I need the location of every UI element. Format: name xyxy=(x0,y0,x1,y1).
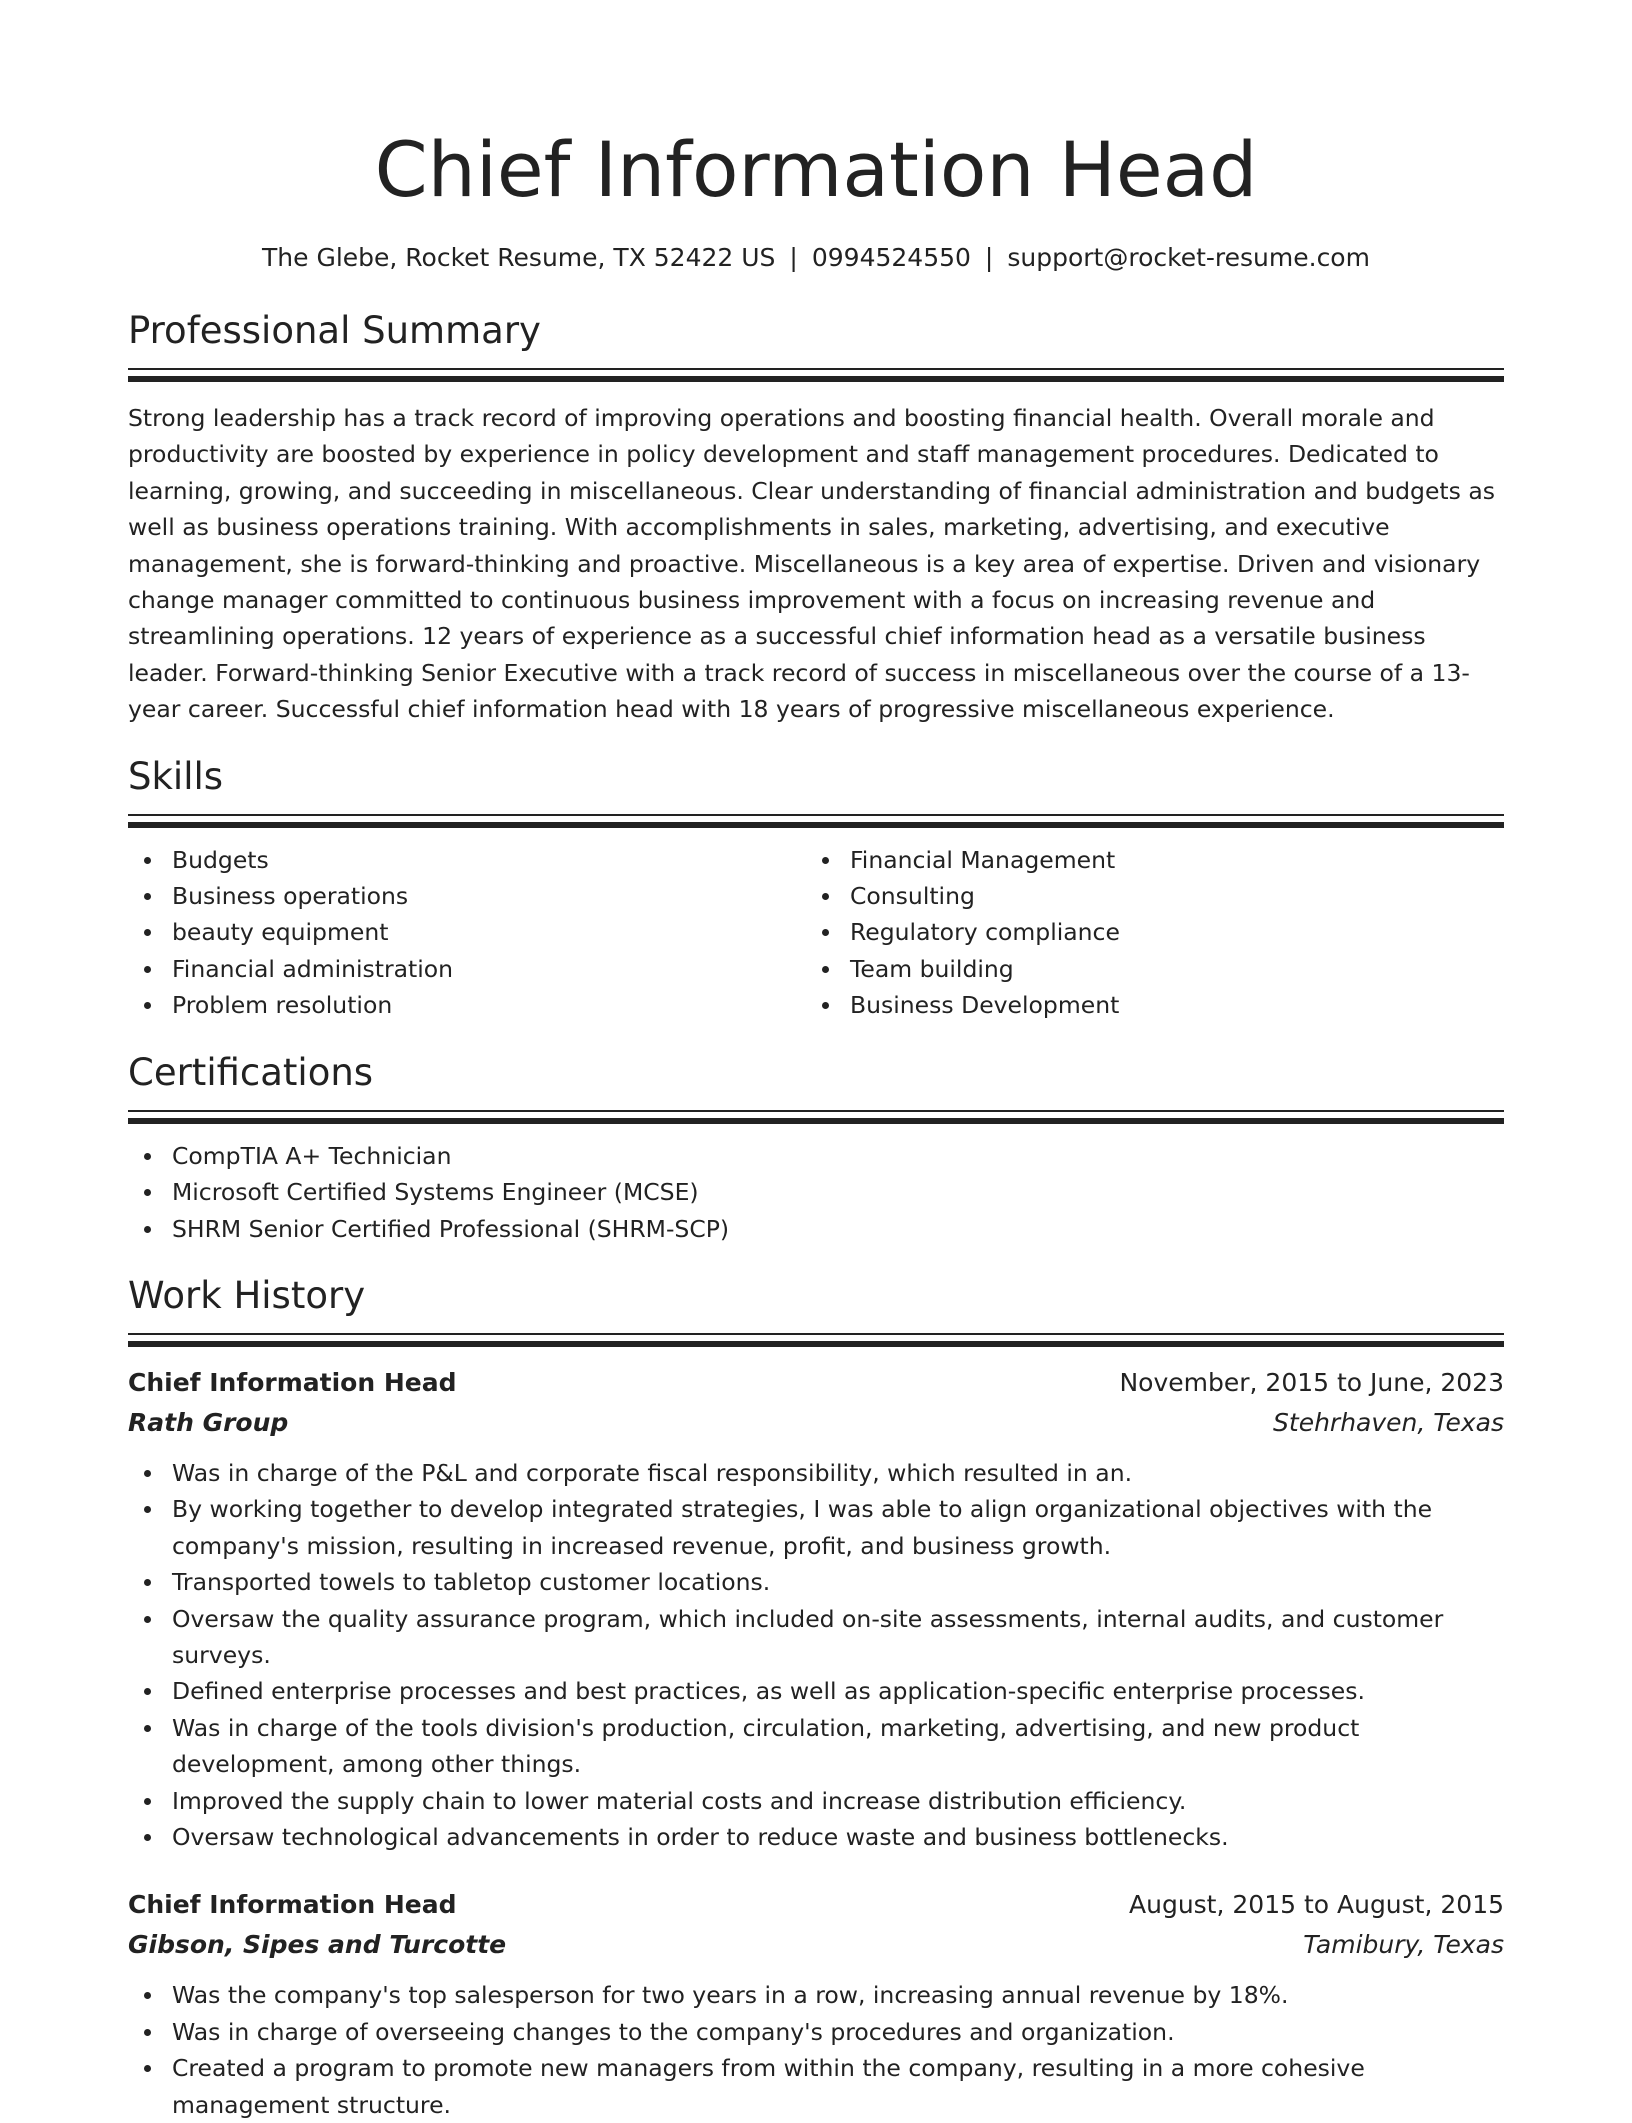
section-title-work-history: Work History xyxy=(128,1273,366,1317)
section-divider xyxy=(128,368,1504,370)
job-bullet: Created a program to promote new managers from within the company, resulting in a more cohesive management structure. xyxy=(128,2050,1504,2123)
candidate-name: Chief Information Head xyxy=(374,125,1258,214)
resume-page xyxy=(128,0,1504,2123)
section-title-certifications: Certifications xyxy=(128,1050,374,1094)
skill-item: Regulatory compliance xyxy=(806,914,1484,950)
certifications-list xyxy=(128,1138,1504,1247)
skill-item: Team building xyxy=(806,951,1484,987)
job-bullet: Was in charge of the tools division's production, circulation, marketing, advertising, and new product development, among other things. xyxy=(128,1710,1504,1783)
job-subheader xyxy=(128,1403,1504,1443)
contact-line xyxy=(128,240,1504,276)
job-bullet: Improved the supply chain to lower material costs and increase distribution efficiency. xyxy=(128,1783,1504,1819)
summary-text: Strong leadership has a track record of improving operations and boosting financial health. Overall morale and productivity are boosted by experience in policy development and staff management procedures. Dedicated to learning, growing, and succeeding in miscellaneous. Clear understanding of financial administration and budgets as well as business operations training. With accomplishments in sales, marketing, advertising, and executive management, she is forward-thinking and proactive. Miscellaneous is a key area of expertise. Driven and visionary change manager committed to continuous business improvement with a focus on increasing revenue and streamlining operations. 12 years of experience as a successful chief information head as a versatile business leader. Forward-thinking Senior Executive with a track record of success in miscellaneous over the course of a 13-year career. Successful chief information head with 18 years of progressive miscellaneous experience. xyxy=(128,404,1495,724)
skill-item: beauty equipment xyxy=(128,914,806,950)
job-bullet: Was in charge of overseeing changes to the company's procedures and organization. xyxy=(128,2014,1504,2050)
job-title: Chief Information Head xyxy=(128,1890,457,1920)
job-header xyxy=(128,1885,1504,1925)
skill-item: Business operations xyxy=(128,878,806,914)
job-location: Stehrhaven, Texas xyxy=(1273,1407,1504,1437)
contact-address: The Glebe, Rocket Resume, TX 52422 US xyxy=(262,243,776,272)
job-entry xyxy=(128,1885,1504,2123)
skill-item: Business Development xyxy=(806,987,1484,1023)
section-divider xyxy=(128,822,1504,828)
job-bullet: By working together to develop integrated strategies, I was able to align organizational objectives with the company's mission, resulting in increased revenue, profit, and business growth. xyxy=(128,1491,1504,1564)
section-divider xyxy=(128,1110,1504,1112)
job-bullet: Was the company's top salesperson for two years in a row, increasing annual revenue by 18%. xyxy=(128,1977,1504,2013)
skills-grid xyxy=(128,842,1504,1024)
job-dates: November, 2015 to June, 2023 xyxy=(1119,1367,1504,1397)
job-bullets xyxy=(128,1977,1504,2123)
certifications-section xyxy=(128,1048,1504,1247)
skill-item: Financial Management xyxy=(806,842,1484,878)
job-subheader xyxy=(128,1925,1504,1965)
section-title-summary: Professional Summary xyxy=(128,309,541,352)
skill-item: Consulting xyxy=(806,878,1484,914)
skill-item: Problem resolution xyxy=(128,987,806,1023)
job-bullet: Was in charge of the P&L and corporate fiscal responsibility, which resulted in an. xyxy=(128,1455,1504,1491)
section-divider xyxy=(128,376,1504,382)
skill-item: Budgets xyxy=(128,842,806,878)
job-company: Gibson, Sipes and Turcotte xyxy=(128,1930,507,1960)
job-bullet: Transported towels to tabletop customer locations. xyxy=(128,1564,1504,1600)
skills-list-left xyxy=(128,842,806,1024)
job-bullet: Oversaw the quality assurance program, which included on-site assessments, internal audits, and customer surveys. xyxy=(128,1601,1504,1674)
certification-item: Microsoft Certified Systems Engineer (MCSE) xyxy=(128,1174,1504,1210)
section-divider xyxy=(128,814,1504,816)
contact-email: support@rocket-resume.com xyxy=(1007,243,1370,272)
job-bullets xyxy=(128,1455,1504,1855)
job-header xyxy=(128,1363,1504,1403)
section-title-skills: Skills xyxy=(128,754,224,798)
certification-item: CompTIA A+ Technician xyxy=(128,1138,1504,1174)
section-divider xyxy=(128,1333,1504,1335)
job-company: Rath Group xyxy=(128,1407,289,1437)
job-bullet: Oversaw technological advancements in order to reduce waste and business bottlenecks. xyxy=(128,1819,1504,1855)
certification-item: SHRM Senior Certified Professional (SHRM-SCP) xyxy=(128,1211,1504,1247)
job-bullet: Defined enterprise processes and best practices, as well as application-specific enterprise processes. xyxy=(128,1673,1504,1709)
summary-section xyxy=(128,306,1504,728)
skill-item: Financial administration xyxy=(128,951,806,987)
section-divider xyxy=(128,1341,1504,1347)
job-entry xyxy=(128,1363,1504,1855)
skills-section xyxy=(128,752,1504,1024)
job-title: Chief Information Head xyxy=(128,1367,457,1397)
contact-phone: 0994524550 xyxy=(811,243,971,272)
contact-separator: | xyxy=(789,243,798,272)
contact-separator: | xyxy=(984,243,994,272)
skills-list-right xyxy=(806,842,1484,1024)
job-location: Tamibury, Texas xyxy=(1303,1930,1504,1960)
job-dates: August, 2015 to August, 2015 xyxy=(1129,1890,1504,1920)
section-divider xyxy=(128,1118,1504,1124)
work-history-section xyxy=(128,1271,1504,2123)
